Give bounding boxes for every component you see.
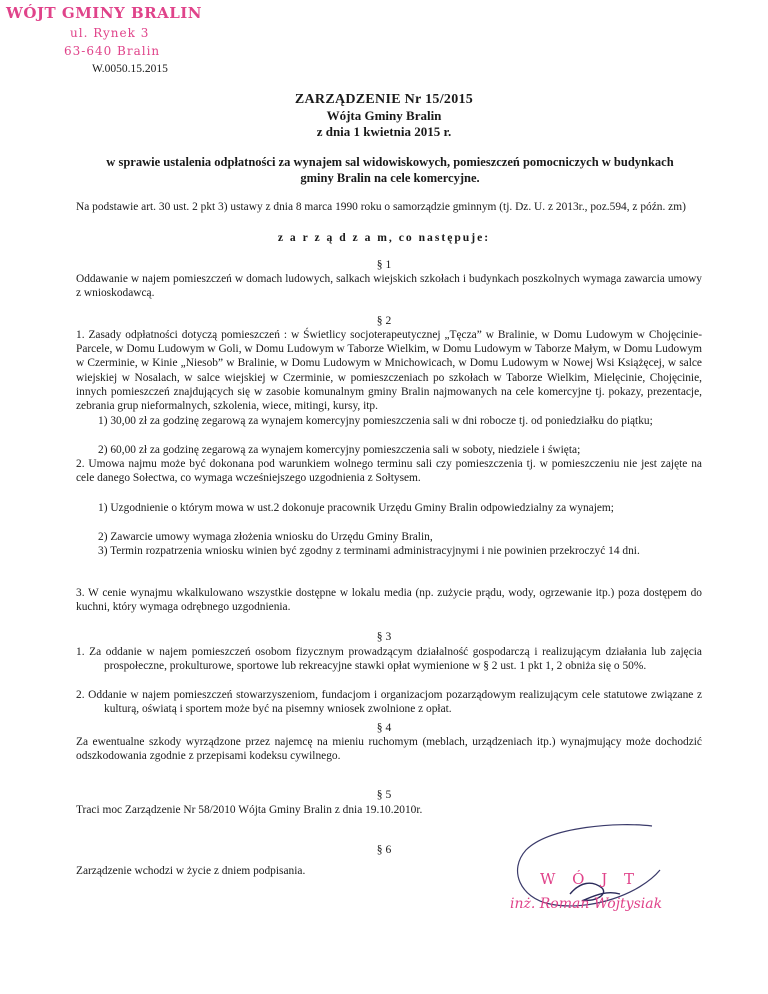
section-5-text: Traci moc Zarządzenie Nr 58/2010 Wójta Gminy Bralin z dnia 19.10.2010r. (76, 804, 423, 816)
section-2-heading: § 2 (376, 314, 392, 327)
section-1-heading: § 1 (376, 258, 392, 271)
signature-name: inż. Roman Wojtysiak (510, 896, 663, 912)
section-6-heading: § 6 (376, 843, 392, 856)
document-date: z dnia 1 kwietnia 2015 r. (316, 124, 452, 139)
section-5-heading: § 5 (376, 788, 392, 801)
section-4-heading: § 4 (376, 721, 392, 734)
title-block (0, 92, 768, 140)
document-title: ZARZĄDZENIE Nr 15/2015 (294, 92, 474, 107)
section-2-point-2-item-1: 1) Uzgodnienie o którym mowa w ust.2 dokonuje pracownik Urzędu Gminy Bralin odpowiedzialny za wynajem; (98, 502, 614, 514)
document-issuer: Wójta Gminy Bralin (326, 108, 442, 123)
legal-basis: Na podstawie art. 30 ust. 2 pkt 3) ustawy z dnia 8 marca 1990 roku o samorządzie gminnym (tj. Dz. U. z 2013r., poz.594, z późn. zm) (76, 201, 686, 213)
signature-title: W Ó J T (540, 870, 641, 888)
section-2-point-2: 2. Umowa najmu może być dokonana pod warunkiem wolnego terminu sali czy pomieszczenia tj. w pomieszczeniu nie jest zajęte na cele danego Sołectwa, co wymaga wcześniejszego uzgodnienia z Sołtysem. (76, 458, 702, 485)
decree-line: z a r z ą d z a m, co następuje: (277, 231, 491, 244)
stamp-line-1: WÓJT GMINY BRALIN (6, 4, 203, 22)
section-1-text: Oddawanie w najem pomieszczeń w domach ludowych, salkach wiejskich szkołach i budynkach poszkolnych wymaga zawarcia umowy z wnioskodawcą. (76, 273, 702, 300)
section-2-point-3: 3. W cenie wynajmu wkalkulowano wszystkie dostępne w lokalu media (np. zużycie prądu, wody, ogrzewanie itp.) poza dostępem do kuchni, który wymaga odrębnego uzgodnienia. (76, 587, 702, 614)
section-2-point-1-rate-2: 2) 60,00 zł za godzinę zegarową za wynajem komercyjny pomieszczenia sali w soboty, niedziele i święta; (98, 444, 581, 456)
section-2-point-1-rate-1: 1) 30,00 zł za godzinę zegarową za wynajem komercyjny pomieszczenia sali w dni robocze tj. od poniedziałku do piątku; (98, 415, 653, 427)
section-2-point-2-item-2: 2) Zawarcie umowy wymaga złożenia wniosku do Urzędu Gminy Bralin, (98, 531, 433, 543)
stamp-line-3: 63-640 Bralin (64, 44, 161, 58)
stamp-line-2: ul. Rynek 3 (70, 26, 150, 40)
section-4-text: Za ewentualne szkody wyrządzone przez najemcę na mieniu ruchomym (meblach, urządzeniach itp.) wynajmujący może dochodzić odszkodowania zgodnie z przepisami kodeksu cywilnego. (76, 736, 702, 763)
section-3-point-2: 2. Oddanie w najem pomieszczeń stowarzyszeniom, fundacjom i organizacjom pozarządowym realizującym cele statutowe związane z kulturą, oświatą i sportem może być na pisemny wniosek zwolnione z opłat. (76, 689, 702, 716)
reference-number: W.0050.15.2015 (92, 63, 168, 75)
section-2-point-2-item-3: 3) Termin rozpatrzenia wniosku winien być zgodny z terminami administracyjnymi i nie powinien przekroczyć 14 dni. (98, 545, 640, 557)
section-6-text: Zarządzenie wchodzi w życie z dniem podpisania. (76, 865, 306, 877)
section-2-point-1: 1. Zasady odpłatności dotyczą pomieszczeń : w Świetlicy socjoterapeutycznej „Tęcza” w Bralinie, w Domu Ludowym w Chojęcinie-Parcele, w Domu Ludowym w Goli, w Domu Ludowym w Taborze Wielkim, w Domu Ludowym w Taborze Małym, w Domu Ludowym w Czerminie, w Kinie „Niesob” w Bralinie, w Domu Ludowym w Mnichowicach, w Domu Ludowym w Nowej Wsi Książęcej, w salce wiejskiej w Nosalach, w salce wiejskiej w Czerminie, w pomieszczeniach po szkołach w Taborze Wielkim, Mielęcinie, Chojęcinie, innych pomieszczeń znajdujących się w zasobie komunalnym gminy Bralin najmowanych na cele komercyjne tj. pokazy, prezentacje, zebrania grup nieformalnych, szkolenia, wiece, mitingi, kursy, itp. (76, 329, 702, 413)
section-3-point-1: 1. Za oddanie w najem pomieszczeń osobom fizycznym prowadzącym działalność gospodarczą i realizującym działania lub zajęcia prospołeczne, prokulturowe, sportowe lub rekreacyjne stawki opłat wymienione w § 2 ust. 1 pkt 1, 2 obniża się o 50%. (76, 646, 702, 673)
document-subject: w sprawie ustalenia odpłatności za wynajem sal widowiskowych, pomieszczeń pomocniczych w budynkach gminy Bralin na cele komercyjne. (106, 155, 674, 185)
section-3-heading: § 3 (376, 630, 392, 643)
signature-stamp (510, 820, 670, 930)
